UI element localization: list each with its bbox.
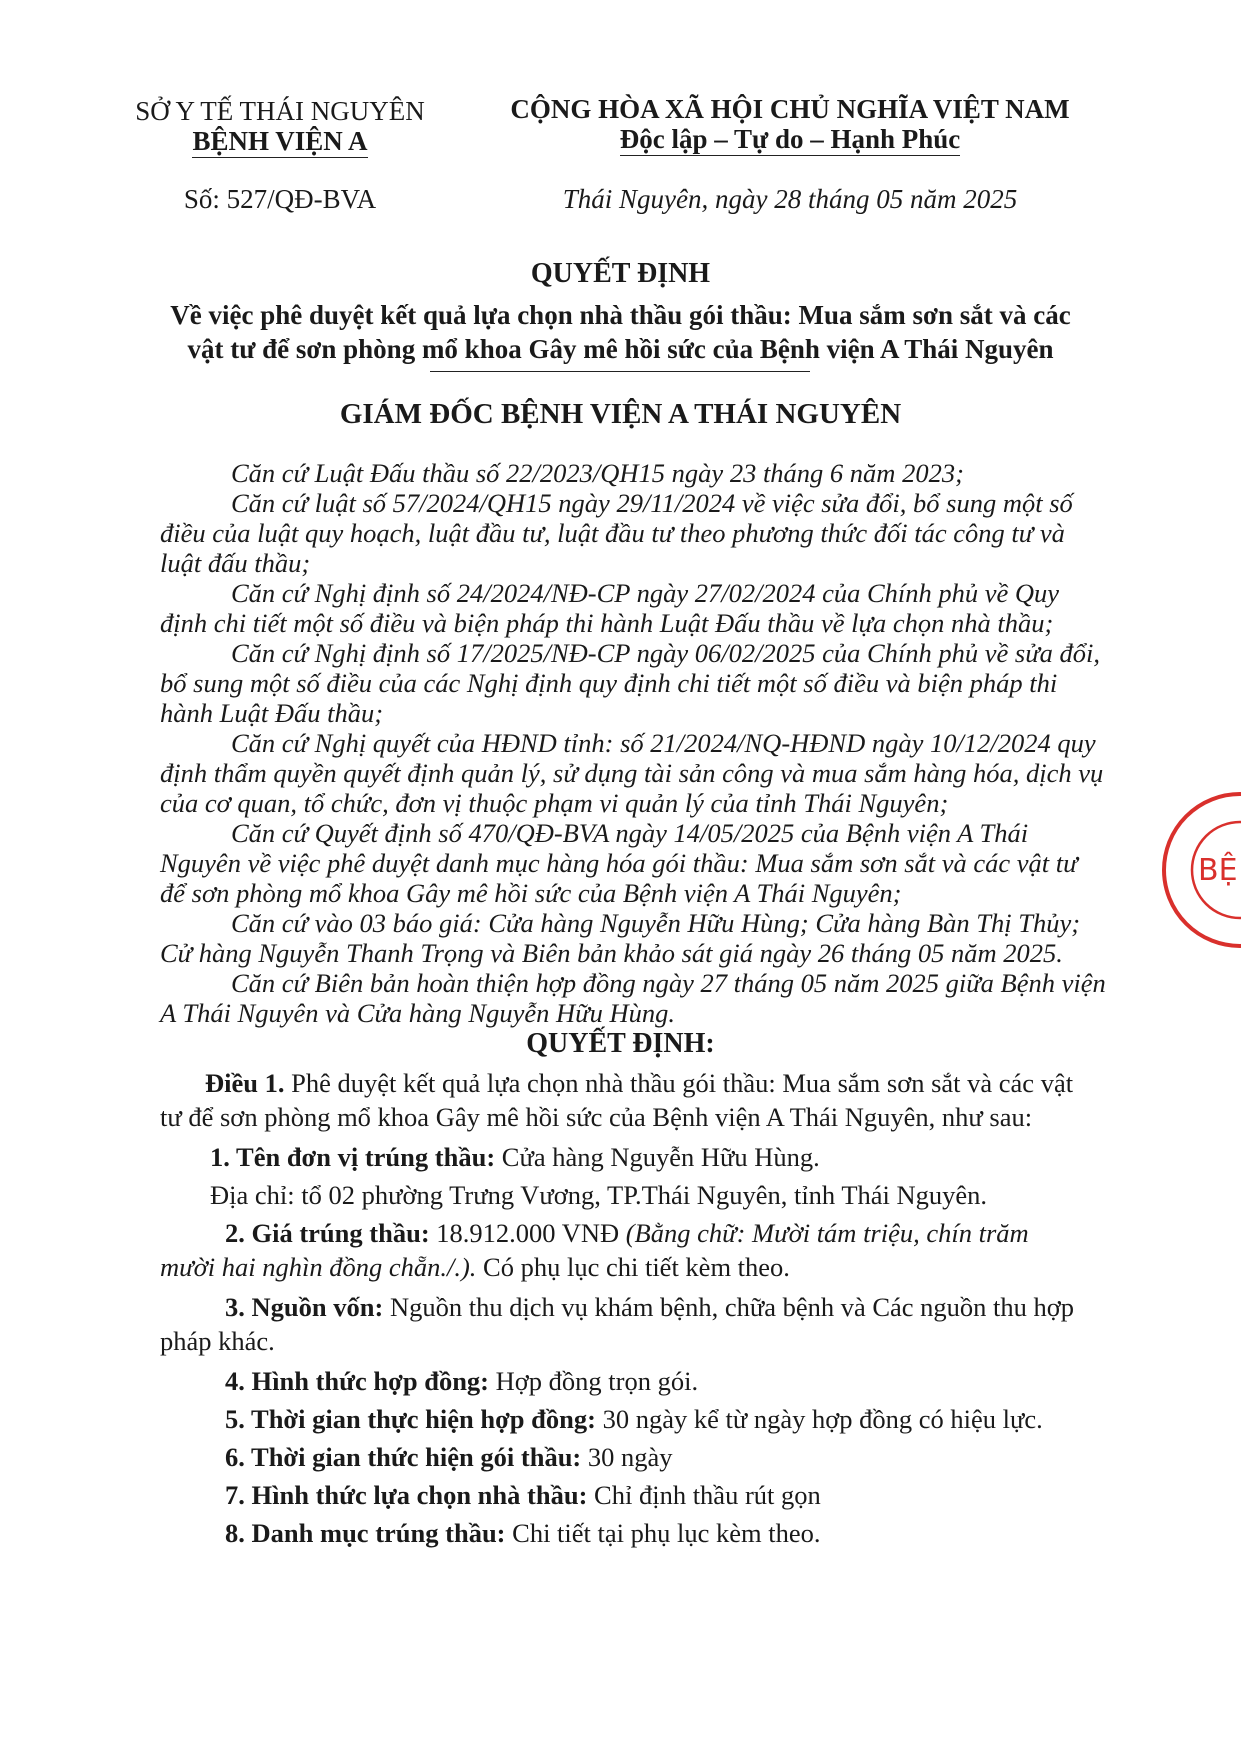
basis-line-3: điều của luật quy hoạch, luật đầu tư, luật đầu tư theo phương thức đối tác công tư và <box>160 518 1065 548</box>
national-motto-text: Độc lập – Tự do – Hạnh Phúc <box>619 124 961 154</box>
item-1 <box>210 1142 820 1173</box>
item-6-value: 30 ngày <box>581 1442 673 1472</box>
subject-underline <box>430 371 810 372</box>
basis-line-7: Căn cứ Nghị định số 17/2025/NĐ-CP ngày 06/02/2025 của Chính phủ về sửa đổi, <box>231 638 1101 668</box>
item-5-value: 30 ngày kể từ ngày hợp đồng có hiệu lực. <box>595 1404 1043 1434</box>
issuer-department: SỞ Y TẾ THÁI NGUYÊN <box>135 96 425 126</box>
basis-line-18: Căn cứ Biên bản hoàn thiện hợp đồng ngày 27 tháng 05 năm 2025 giữa Bệnh viện <box>231 968 1106 998</box>
item-2-line-2 <box>160 1252 790 1283</box>
basis-line-5: Căn cứ Nghị định số 24/2024/NĐ-CP ngày 27/02/2024 của Chính phủ về Quy <box>231 578 1060 608</box>
seal-stamp <box>1160 790 1241 950</box>
article-1-line-2: tư để sơn phòng mổ khoa Gây mê hồi sức của Bệnh viện A Thái Nguyên, như sau: <box>160 1102 1033 1132</box>
item-6-label: 6. Thời gian thức hiện gói thầu: <box>225 1442 582 1472</box>
national-title: CỘNG HÒA XÃ HỘI CHỦ NGHĨA VIỆT NAM <box>510 94 1070 124</box>
item-5 <box>225 1404 1043 1435</box>
basis-line-8: bổ sung một số điều của các Nghị định quy định chi tiết một số điều và biện pháp thi <box>160 668 1058 698</box>
basis-line-10: Căn cứ Nghị quyết của HĐND tỉnh: số 21/2024/NQ-HĐND ngày 10/12/2024 quy <box>231 728 1096 758</box>
item-2-words-1: (Bằng chữ: Mười tám triệu, chín trăm <box>625 1218 1029 1248</box>
decision-heading: QUYẾT ĐỊNH: <box>526 1028 715 1059</box>
national-motto <box>470 124 1110 155</box>
article-1-label: Điều 1. <box>205 1068 285 1098</box>
place-date: Thái Nguyên, ngày 28 tháng 05 năm 2025 <box>562 184 1018 214</box>
item-4 <box>225 1366 698 1397</box>
item-8-value: Chi tiết tại phụ lục kèm theo. <box>505 1518 821 1548</box>
item-7-value: Chỉ định thầu rút gọn <box>587 1480 821 1510</box>
item-2-words-2: mười hai nghìn đồng chẵn./.). <box>160 1252 477 1282</box>
item-7-label: 7. Hình thức lựa chọn nhà thầu: <box>225 1480 588 1510</box>
item-2-value: 18.912.000 VNĐ <box>429 1218 626 1248</box>
basis-line-17: Cử hàng Nguyễn Thanh Trọng và Biên bản khảo sát giá ngày 26 tháng 05 năm 2025. <box>160 938 1063 968</box>
item-1-value: Cửa hàng Nguyễn Hữu Hùng. <box>495 1142 820 1172</box>
item-4-label: 4. Hình thức hợp đồng: <box>225 1366 490 1396</box>
issuer-hospital-text: BỆNH VIỆN A <box>192 126 368 156</box>
item-3-label: 3. Nguồn vốn: <box>225 1292 384 1322</box>
item-2 <box>225 1218 1029 1249</box>
item-7 <box>225 1480 821 1511</box>
basis-line-11: định thẩm quyền quyết định quản lý, sử dụng tài sản công và mua sắm hàng hóa, dịch vụ <box>160 758 1104 788</box>
item-8-label: 8. Danh mục trúng thầu: <box>225 1518 506 1548</box>
subject-line-2: vật tư để sơn phòng mổ khoa Gây mê hồi sức của Bệnh viện A Thái Nguyên <box>187 334 1054 364</box>
basis-line-9: hành Luật Đấu thầu; <box>160 698 384 728</box>
basis-line-19: A Thái Nguyên và Cửa hàng Nguyễn Hữu Hùng. <box>160 998 675 1028</box>
item-3-value: Nguồn thu dịch vụ khám bệnh, chữa bệnh và Các nguồn thu hợp <box>383 1292 1075 1322</box>
document-title: QUYẾT ĐỊNH <box>530 258 711 289</box>
item-5-label: 5. Thời gian thực hiện hợp đồng: <box>225 1404 596 1434</box>
item-4-value: Hợp đồng trọn gói. <box>489 1366 699 1396</box>
item-1-label: 1. Tên đơn vị trúng thầu: <box>210 1142 496 1172</box>
document-number: Số: 527/QĐ-BVA <box>183 184 377 214</box>
item-2-label: 2. Giá trúng thầu: <box>225 1218 430 1248</box>
item-8 <box>225 1518 821 1549</box>
winner-address: Địa chỉ: tổ 02 phường Trưng Vương, TP.Thái Nguyên, tỉnh Thái Nguyên. <box>210 1180 988 1210</box>
article-1-text: Phê duyệt kết quả lựa chọn nhà thầu gói thầu: Mua sắm sơn sắt và các vật <box>284 1068 1074 1098</box>
subject-line-1: Về việc phê duyệt kết quả lựa chọn nhà thầu gói thầu: Mua sắm sơn sắt và các <box>170 300 1071 330</box>
item-2-tail: Có phụ lục chi tiết kèm theo. <box>476 1252 790 1282</box>
item-3-line-2: pháp khác. <box>160 1326 275 1356</box>
item-6 <box>225 1442 673 1473</box>
seal-stamp-text: BỆ <box>1198 853 1238 888</box>
basis-line-13: Căn cứ Quyết định số 470/QĐ-BVA ngày 14/05/2025 của Bệnh viện A Thái <box>231 818 1029 848</box>
basis-line-2: Căn cứ luật số 57/2024/QH15 ngày 29/11/2024 về việc sửa đổi, bổ sung một số <box>231 488 1073 518</box>
basis-line-14: Nguyên về việc phê duyệt danh mục hàng hóa gói thầu: Mua sắm sơn sắt và các vật tư <box>160 848 1078 878</box>
basis-line-1: Căn cứ Luật Đấu thầu số 22/2023/QH15 ngày 23 tháng 6 năm 2023; <box>231 458 964 488</box>
item-3 <box>225 1292 1074 1323</box>
basis-line-16: Căn cứ vào 03 báo giá: Cửa hàng Nguyễn Hữu Hùng; Cửa hàng Bàn Thị Thủy; <box>231 908 1081 938</box>
basis-line-12: của cơ quan, tổ chức, đơn vị thuộc phạm vi quản lý của tỉnh Thái Nguyên; <box>160 788 949 818</box>
basis-line-4: luật đấu thầu; <box>160 548 311 578</box>
basis-line-6: định chi tiết một số điều và biện pháp thi hành Luật Đấu thầu về lựa chọn nhà thầu; <box>160 608 1054 638</box>
article-1-line-1 <box>205 1068 1073 1099</box>
authority-heading: GIÁM ĐỐC BỆNH VIỆN A THÁI NGUYÊN <box>339 398 902 430</box>
basis-line-15: để sơn phòng mổ khoa Gây mê hồi sức của Bệnh viện A Thái Nguyên; <box>160 878 902 908</box>
issuer-hospital <box>130 126 430 157</box>
